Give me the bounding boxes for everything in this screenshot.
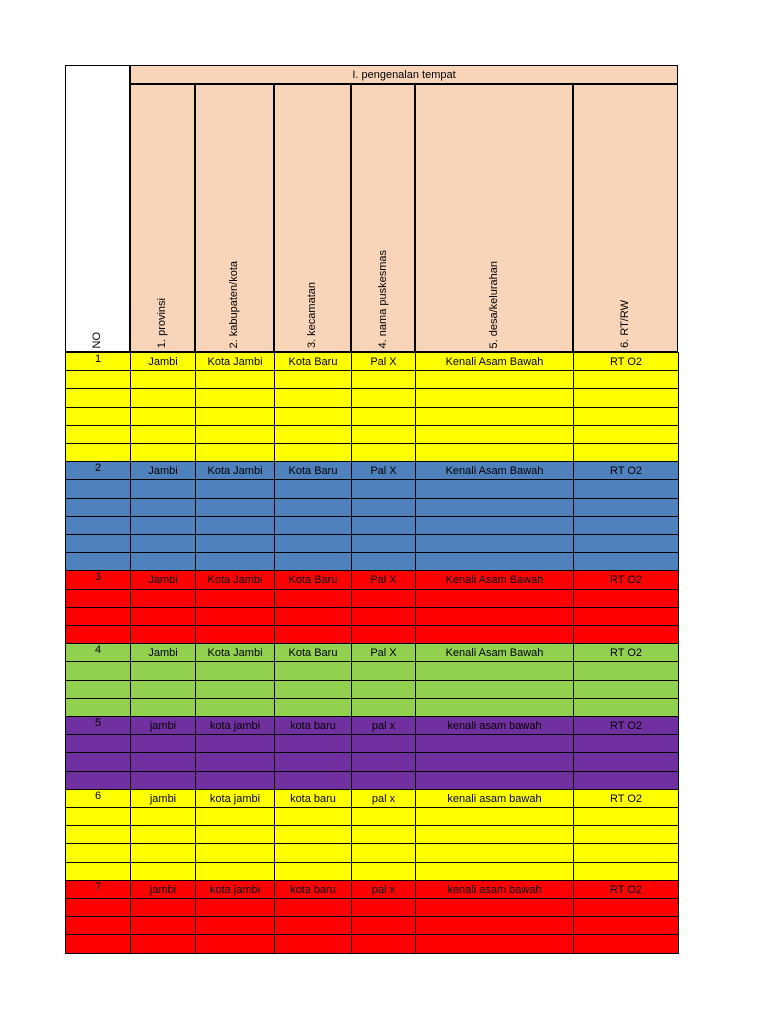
- empty-cell[interactable]: [130, 516, 196, 535]
- data-cell[interactable]: jambi: [130, 789, 196, 808]
- column-header: [274, 84, 351, 352]
- empty-cell[interactable]: [351, 898, 416, 917]
- empty-cell[interactable]: [195, 734, 275, 753]
- data-cell[interactable]: Kota Baru: [274, 643, 352, 662]
- empty-cell[interactable]: [274, 752, 352, 772]
- column-header: [130, 84, 195, 352]
- no-header-label: NO: [91, 331, 103, 348]
- data-cell[interactable]: Kenali Asam Bawah: [415, 352, 574, 371]
- empty-cell[interactable]: [130, 825, 196, 844]
- empty-cell[interactable]: [415, 825, 574, 844]
- data-cell[interactable]: jambi: [130, 880, 196, 899]
- empty-cell[interactable]: [130, 589, 196, 608]
- spreadsheet-table: [65, 65, 678, 957]
- empty-cell[interactable]: [274, 479, 352, 499]
- data-cell[interactable]: RT O2: [573, 352, 679, 371]
- empty-cell[interactable]: [415, 516, 574, 535]
- empty-cell[interactable]: [130, 552, 196, 571]
- data-cell[interactable]: RT O2: [573, 643, 679, 662]
- empty-cell[interactable]: [351, 843, 416, 863]
- empty-cell[interactable]: [415, 752, 574, 772]
- empty-cell[interactable]: [130, 862, 196, 881]
- empty-cell[interactable]: [351, 443, 416, 462]
- empty-cell[interactable]: [415, 934, 574, 954]
- empty-cell[interactable]: [573, 370, 679, 389]
- empty-cell[interactable]: [351, 425, 416, 444]
- empty-cell[interactable]: [195, 898, 275, 917]
- data-cell[interactable]: Kenali Asam Bawah: [415, 643, 574, 662]
- empty-cell[interactable]: [130, 479, 196, 499]
- row-number[interactable]: 4: [65, 643, 131, 662]
- empty-cell[interactable]: [65, 407, 131, 426]
- data-cell[interactable]: Kota Jambi: [195, 352, 275, 371]
- row-number[interactable]: 5: [65, 716, 131, 735]
- empty-cell[interactable]: [274, 898, 352, 917]
- empty-cell[interactable]: [351, 534, 416, 553]
- data-cell[interactable]: kota baru: [274, 789, 352, 808]
- empty-cell[interactable]: [65, 771, 131, 790]
- data-cell[interactable]: kenali asam bawah: [415, 716, 574, 735]
- empty-cell[interactable]: [573, 843, 679, 863]
- empty-cell[interactable]: [415, 771, 574, 790]
- data-cell[interactable]: Pal X: [351, 643, 416, 662]
- empty-cell[interactable]: [351, 862, 416, 881]
- empty-cell[interactable]: [130, 898, 196, 917]
- empty-cell[interactable]: [65, 752, 131, 772]
- empty-cell[interactable]: [274, 498, 352, 517]
- empty-cell[interactable]: [415, 807, 574, 826]
- empty-cell[interactable]: [274, 661, 352, 681]
- data-cell[interactable]: kota baru: [274, 716, 352, 735]
- empty-cell[interactable]: [195, 479, 275, 499]
- data-cell[interactable]: kota jambi: [195, 789, 275, 808]
- column-header: [351, 84, 415, 352]
- empty-cell[interactable]: [195, 625, 275, 644]
- data-cell[interactable]: Kota Baru: [274, 461, 352, 480]
- empty-cell[interactable]: [195, 916, 275, 935]
- column-header-label: 6. RT/RW: [619, 300, 631, 348]
- empty-cell[interactable]: [415, 388, 574, 408]
- empty-cell[interactable]: [351, 516, 416, 535]
- empty-cell[interactable]: [351, 698, 416, 717]
- empty-cell[interactable]: [415, 843, 574, 863]
- empty-cell[interactable]: [274, 607, 352, 626]
- empty-cell[interactable]: [573, 443, 679, 462]
- row-number[interactable]: 2: [65, 461, 131, 480]
- empty-cell[interactable]: [351, 370, 416, 389]
- empty-cell[interactable]: [195, 516, 275, 535]
- empty-cell[interactable]: [195, 771, 275, 790]
- empty-cell[interactable]: [351, 661, 416, 681]
- empty-cell[interactable]: [573, 407, 679, 426]
- empty-cell[interactable]: [415, 698, 574, 717]
- empty-cell[interactable]: [65, 534, 131, 553]
- empty-cell[interactable]: [130, 843, 196, 863]
- empty-cell[interactable]: [415, 407, 574, 426]
- data-cell[interactable]: kota baru: [274, 880, 352, 899]
- empty-cell[interactable]: [573, 752, 679, 772]
- empty-cell[interactable]: [195, 425, 275, 444]
- empty-cell[interactable]: [573, 862, 679, 881]
- row-number[interactable]: 3: [65, 570, 131, 590]
- column-header-label: 2. kabupaten/kota: [228, 260, 240, 348]
- empty-cell[interactable]: [573, 625, 679, 644]
- empty-cell[interactable]: [65, 516, 131, 535]
- empty-cell[interactable]: [415, 916, 574, 935]
- data-cell[interactable]: pal x: [351, 789, 416, 808]
- empty-cell[interactable]: [195, 589, 275, 608]
- empty-cell[interactable]: [573, 661, 679, 681]
- empty-cell[interactable]: [351, 825, 416, 844]
- empty-cell[interactable]: [573, 807, 679, 826]
- empty-cell[interactable]: [195, 388, 275, 408]
- empty-cell[interactable]: [573, 589, 679, 608]
- empty-cell[interactable]: [195, 534, 275, 553]
- data-cell[interactable]: RT O2: [573, 789, 679, 808]
- empty-cell[interactable]: [195, 825, 275, 844]
- empty-cell[interactable]: [195, 443, 275, 462]
- empty-cell[interactable]: [195, 934, 275, 954]
- empty-cell[interactable]: [274, 734, 352, 753]
- empty-cell[interactable]: [351, 607, 416, 626]
- empty-cell[interactable]: [130, 916, 196, 935]
- empty-cell[interactable]: [274, 625, 352, 644]
- data-cell[interactable]: pal x: [351, 880, 416, 899]
- column-header-label: 3. kecamatan: [306, 281, 318, 348]
- empty-cell[interactable]: [65, 443, 131, 462]
- empty-cell[interactable]: [195, 698, 275, 717]
- empty-cell[interactable]: [65, 680, 131, 699]
- empty-cell[interactable]: [130, 388, 196, 408]
- empty-cell[interactable]: [274, 516, 352, 535]
- empty-cell[interactable]: [130, 407, 196, 426]
- empty-cell[interactable]: [65, 498, 131, 517]
- empty-cell[interactable]: [274, 698, 352, 717]
- empty-cell[interactable]: [274, 771, 352, 790]
- empty-cell[interactable]: [65, 825, 131, 844]
- empty-cell[interactable]: [195, 370, 275, 389]
- empty-cell[interactable]: [415, 607, 574, 626]
- empty-cell[interactable]: [274, 388, 352, 408]
- empty-cell[interactable]: [195, 661, 275, 681]
- empty-cell[interactable]: [415, 625, 574, 644]
- row-number[interactable]: 6: [65, 789, 131, 808]
- data-cell[interactable]: RT O2: [573, 716, 679, 735]
- data-cell[interactable]: Kota Jambi: [195, 643, 275, 662]
- empty-cell[interactable]: [415, 898, 574, 917]
- data-cell[interactable]: Jambi: [130, 461, 196, 480]
- empty-cell[interactable]: [274, 934, 352, 954]
- column-header: [573, 84, 678, 352]
- empty-cell[interactable]: [351, 934, 416, 954]
- data-cell[interactable]: Jambi: [130, 570, 196, 590]
- data-cell[interactable]: kota jambi: [195, 716, 275, 735]
- empty-cell[interactable]: [130, 734, 196, 753]
- empty-cell[interactable]: [573, 607, 679, 626]
- empty-cell[interactable]: [195, 607, 275, 626]
- empty-cell[interactable]: [130, 425, 196, 444]
- data-cell[interactable]: Jambi: [130, 643, 196, 662]
- empty-cell[interactable]: [415, 479, 574, 499]
- empty-cell[interactable]: [415, 498, 574, 517]
- empty-cell[interactable]: [65, 698, 131, 717]
- empty-cell[interactable]: [130, 607, 196, 626]
- data-cell[interactable]: Pal X: [351, 352, 416, 371]
- data-cell[interactable]: Kota Jambi: [195, 461, 275, 480]
- empty-cell[interactable]: [573, 934, 679, 954]
- empty-cell[interactable]: [415, 680, 574, 699]
- data-cell[interactable]: Kenali Asam Bawah: [415, 570, 574, 590]
- empty-cell[interactable]: [351, 752, 416, 772]
- empty-cell[interactable]: [274, 862, 352, 881]
- empty-cell[interactable]: [130, 498, 196, 517]
- empty-cell[interactable]: [573, 825, 679, 844]
- data-cell[interactable]: RT O2: [573, 570, 679, 590]
- empty-cell[interactable]: [573, 425, 679, 444]
- empty-cell[interactable]: [130, 370, 196, 389]
- empty-cell[interactable]: [351, 552, 416, 571]
- empty-cell[interactable]: [573, 534, 679, 553]
- empty-cell[interactable]: [65, 934, 131, 954]
- empty-cell[interactable]: [195, 752, 275, 772]
- empty-cell[interactable]: [573, 552, 679, 571]
- empty-cell[interactable]: [130, 443, 196, 462]
- empty-cell[interactable]: [274, 807, 352, 826]
- column-header-label: 1. provinsi: [156, 297, 168, 348]
- empty-cell[interactable]: [415, 589, 574, 608]
- data-cell[interactable]: RT O2: [573, 461, 679, 480]
- empty-cell[interactable]: [274, 534, 352, 553]
- empty-cell[interactable]: [65, 607, 131, 626]
- data-cell[interactable]: Pal X: [351, 570, 416, 590]
- data-cell[interactable]: kenali asam bawah: [415, 789, 574, 808]
- empty-cell[interactable]: [351, 479, 416, 499]
- data-cell[interactable]: RT O2: [573, 880, 679, 899]
- empty-cell[interactable]: [274, 552, 352, 571]
- empty-cell[interactable]: [415, 552, 574, 571]
- empty-cell[interactable]: [65, 388, 131, 408]
- empty-cell[interactable]: [274, 407, 352, 426]
- empty-cell[interactable]: [351, 388, 416, 408]
- data-cell[interactable]: Pal X: [351, 461, 416, 480]
- empty-cell[interactable]: [351, 771, 416, 790]
- data-cell[interactable]: Jambi: [130, 352, 196, 371]
- empty-cell[interactable]: [573, 516, 679, 535]
- empty-cell[interactable]: [65, 589, 131, 608]
- empty-cell[interactable]: [415, 370, 574, 389]
- empty-cell[interactable]: [195, 862, 275, 881]
- empty-cell[interactable]: [274, 443, 352, 462]
- empty-cell[interactable]: [274, 370, 352, 389]
- row-number[interactable]: 1: [65, 352, 131, 371]
- data-cell[interactable]: Kota Jambi: [195, 570, 275, 590]
- empty-cell[interactable]: [351, 498, 416, 517]
- empty-cell[interactable]: [274, 825, 352, 844]
- data-cell[interactable]: Kenali Asam Bawah: [415, 461, 574, 480]
- empty-cell[interactable]: [573, 771, 679, 790]
- column-header: [195, 84, 274, 352]
- empty-cell[interactable]: [130, 661, 196, 681]
- no-column-header: [65, 65, 130, 352]
- data-cell[interactable]: kota jambi: [195, 880, 275, 899]
- empty-cell[interactable]: [573, 388, 679, 408]
- empty-cell[interactable]: [415, 661, 574, 681]
- empty-cell[interactable]: [130, 534, 196, 553]
- empty-cell[interactable]: [351, 807, 416, 826]
- empty-cell[interactable]: [130, 680, 196, 699]
- empty-cell[interactable]: [573, 680, 679, 699]
- row-number[interactable]: 7: [65, 880, 131, 899]
- empty-cell[interactable]: [274, 425, 352, 444]
- group-title: I. pengenalan tempat: [130, 65, 678, 84]
- empty-cell[interactable]: [65, 807, 131, 826]
- empty-cell[interactable]: [195, 680, 275, 699]
- empty-cell[interactable]: [130, 698, 196, 717]
- empty-cell[interactable]: [130, 625, 196, 644]
- empty-cell[interactable]: [274, 916, 352, 935]
- data-cell[interactable]: pal x: [351, 716, 416, 735]
- empty-cell[interactable]: [65, 734, 131, 753]
- column-header-label: 4. nama puskesmas: [376, 249, 389, 348]
- empty-cell[interactable]: [195, 498, 275, 517]
- empty-cell[interactable]: [351, 916, 416, 935]
- data-cell[interactable]: kenali asam bawah: [415, 880, 574, 899]
- empty-cell[interactable]: [65, 370, 131, 389]
- empty-cell[interactable]: [130, 807, 196, 826]
- data-cell[interactable]: Kota Baru: [274, 570, 352, 590]
- empty-cell[interactable]: [415, 425, 574, 444]
- empty-cell[interactable]: [573, 734, 679, 753]
- data-cell[interactable]: jambi: [130, 716, 196, 735]
- empty-cell[interactable]: [195, 807, 275, 826]
- empty-cell[interactable]: [65, 916, 131, 935]
- empty-cell[interactable]: [573, 479, 679, 499]
- empty-cell[interactable]: [573, 916, 679, 935]
- empty-cell[interactable]: [351, 589, 416, 608]
- empty-cell[interactable]: [195, 843, 275, 863]
- empty-cell[interactable]: [415, 443, 574, 462]
- column-header-label: 5. desa/kelurahan: [487, 260, 500, 348]
- empty-cell[interactable]: [195, 407, 275, 426]
- empty-cell[interactable]: [573, 898, 679, 917]
- empty-cell[interactable]: [65, 661, 131, 681]
- empty-cell[interactable]: [351, 734, 416, 753]
- empty-cell[interactable]: [130, 771, 196, 790]
- empty-cell[interactable]: [65, 625, 131, 644]
- empty-cell[interactable]: [195, 552, 275, 571]
- empty-cell[interactable]: [415, 734, 574, 753]
- empty-cell[interactable]: [351, 680, 416, 699]
- empty-cell[interactable]: [65, 479, 131, 499]
- empty-cell[interactable]: [65, 552, 131, 571]
- empty-cell[interactable]: [130, 934, 196, 954]
- empty-cell[interactable]: [573, 498, 679, 517]
- empty-cell[interactable]: [65, 862, 131, 881]
- column-header: [415, 84, 573, 352]
- empty-cell[interactable]: [351, 407, 416, 426]
- empty-cell[interactable]: [65, 843, 131, 863]
- data-cell[interactable]: Kota Baru: [274, 352, 352, 371]
- empty-cell[interactable]: [274, 589, 352, 608]
- empty-cell[interactable]: [65, 425, 131, 444]
- empty-cell[interactable]: [65, 898, 131, 917]
- empty-cell[interactable]: [274, 843, 352, 863]
- empty-cell[interactable]: [274, 680, 352, 699]
- empty-cell[interactable]: [573, 698, 679, 717]
- empty-cell[interactable]: [415, 862, 574, 881]
- empty-cell[interactable]: [351, 625, 416, 644]
- empty-cell[interactable]: [415, 534, 574, 553]
- empty-cell[interactable]: [130, 752, 196, 772]
